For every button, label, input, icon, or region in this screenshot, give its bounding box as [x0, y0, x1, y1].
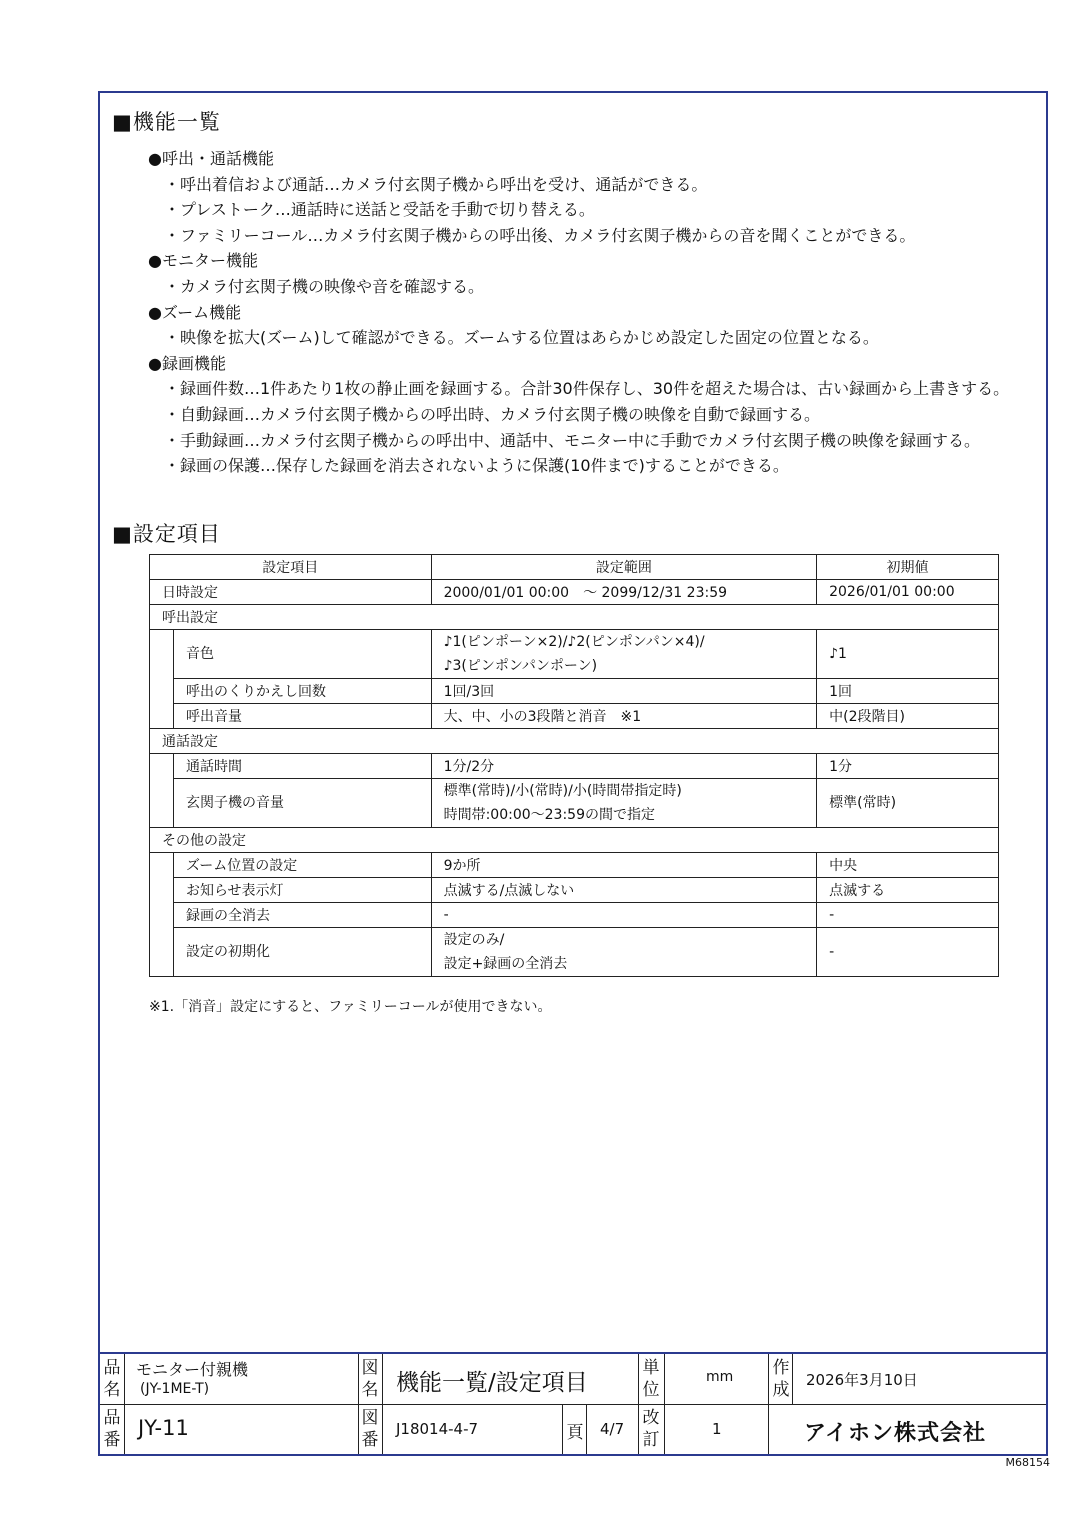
row-label: 呼出のくりかえし回数: [173, 679, 431, 704]
list-item: ・プレストーク…通話時に送話と受話を手動で切り替える。: [164, 200, 595, 220]
row-range: [431, 928, 817, 977]
divider: [768, 1354, 769, 1454]
list-item: ・映像を拡大(ズーム)して確認ができる。ズームする位置はあらかじめ設定した固定の位置となる。: [164, 328, 879, 348]
footnote: ※1.「消音」設定にすると、ファミリーコールが使用できない。: [149, 999, 552, 1015]
row-range: -: [431, 903, 817, 928]
row-default: -: [817, 903, 999, 928]
created-date: 2026年3月10日: [806, 1371, 918, 1389]
divider: [100, 1404, 1046, 1405]
header-range: 設定範囲: [431, 555, 817, 580]
row-default: 1回: [817, 679, 999, 704]
indent-cell: [150, 754, 174, 779]
group-label: その他の設定: [150, 828, 999, 853]
row-label: ズーム位置の設定: [173, 853, 431, 878]
row-range: 1回/3回: [431, 679, 817, 704]
row-default: 中(2段階目): [817, 704, 999, 729]
function-list: [148, 146, 1009, 479]
range-line: 時間帯:00:00～23:59の間で指定: [443, 807, 655, 823]
row-range: 9か所: [431, 853, 817, 878]
list-item: ・録画の保護…保存した録画を消去されないように保護(10件まで)することができる。: [164, 456, 789, 476]
range-line: ♪3(ピンポンパンポーン): [443, 658, 598, 674]
revision-number: 1: [712, 1420, 722, 1438]
row-default: -: [817, 928, 999, 977]
row-range: 大、中、小の3段階と消音 ※1: [431, 704, 817, 729]
divider: [586, 1404, 587, 1454]
part-number: JY-11: [138, 1416, 189, 1440]
row-label: 呼出音量: [173, 704, 431, 729]
group-label: 通話設定: [150, 729, 999, 754]
range-line: 設定+録画の全消去: [443, 956, 568, 972]
divider: [664, 1354, 665, 1454]
label-hinmei: 品名: [103, 1358, 121, 1400]
product-model: (JY-1ME-T): [140, 1381, 210, 1397]
document-code: M68154: [1005, 1456, 1050, 1469]
row-default: ♪1: [817, 630, 999, 679]
company-logo: アイホン株式会社: [804, 1421, 987, 1446]
unit-value: mm: [706, 1369, 734, 1385]
label-tani: 単位: [642, 1358, 660, 1400]
row-default: 点滅する: [817, 878, 999, 903]
list-item: ・ファミリーコール…カメラ付玄関子機からの呼出後、カメラ付玄関子機からの音を聞くことができる。: [164, 225, 916, 245]
label-kaitei: 改訂: [642, 1408, 660, 1450]
list-item: ・録画件数…1件あたり1枚の静止画を録画する。合計30件保存し、30件を超えた場合は、古い録画から上書きする。: [164, 379, 1010, 399]
page-number: 4/7: [600, 1420, 625, 1438]
label-page: 頁: [566, 1423, 584, 1443]
section-heading-settings: ■設定項目: [112, 522, 221, 546]
product-name: モニター付親機: [136, 1360, 249, 1379]
range-line: 標準(常時)/小(常時)/小(時間帯指定時): [443, 783, 682, 799]
header-item: 設定項目: [150, 555, 432, 580]
row-range: 2000/01/01 00:00 ～ 2099/12/31 23:59: [431, 580, 817, 605]
row-label: 通話時間: [173, 754, 431, 779]
header-default: 初期値: [817, 555, 999, 580]
row-label: 音色: [173, 630, 431, 679]
row-default: 標準(常時): [817, 779, 999, 828]
row-range: 点滅する/点滅しない: [431, 878, 817, 903]
row-range: 1分/2分: [431, 754, 817, 779]
indent-cell: [150, 903, 174, 928]
row-label: 録画の全消去: [173, 903, 431, 928]
list-item: ・自動録画…カメラ付玄関子機からの呼出時、カメラ付玄関子機の映像を自動で録画する。: [164, 404, 821, 424]
category-title: ●モニター機能: [148, 251, 258, 271]
range-line: ♪1(ピンポーン×2)/♪2(ピンポンパン×4)/: [443, 634, 705, 650]
indent-cell: [150, 679, 174, 704]
list-item: ・手動録画…カメラ付玄関子機からの呼出中、通話中、モニター中に手動でカメラ付玄関子機の映像を録画する。: [164, 430, 981, 450]
row-label: 設定の初期化: [173, 928, 431, 977]
label-hinban: 品番: [103, 1408, 121, 1450]
divider: [638, 1354, 639, 1454]
indent-cell: [150, 853, 174, 878]
divider: [124, 1354, 125, 1454]
indent-cell: [150, 630, 174, 679]
list-item: ・カメラ付玄関子機の映像や音を確認する。: [164, 276, 485, 296]
indent-cell: [150, 928, 174, 977]
divider: [562, 1404, 563, 1454]
row-label: 日時設定: [150, 580, 432, 605]
title-block: [98, 1352, 1048, 1456]
label-zumei: 図名: [361, 1358, 379, 1400]
row-default: 1分: [817, 754, 999, 779]
drawing-number: J18014-4-7: [396, 1420, 479, 1438]
row-range: [431, 630, 817, 679]
settings-table: [149, 554, 999, 977]
indent-cell: [150, 704, 174, 729]
range-line: 設定のみ/: [443, 932, 505, 948]
category-title: ●録画機能: [148, 353, 226, 373]
indent-cell: [150, 779, 174, 828]
divider: [792, 1354, 793, 1404]
indent-cell: [150, 878, 174, 903]
label-zuban: 図番: [361, 1408, 379, 1450]
row-default: 2026/01/01 00:00: [817, 580, 999, 605]
category-title: ●呼出・通話機能: [148, 149, 274, 168]
divider: [382, 1354, 383, 1454]
row-default: 中央: [817, 853, 999, 878]
drawing-name: 機能一覧/設定項目: [396, 1370, 588, 1396]
row-range: [431, 779, 817, 828]
group-label: 呼出設定: [150, 605, 999, 630]
category-title: ●ズーム機能: [148, 302, 242, 322]
row-label: 玄関子機の音量: [173, 779, 431, 828]
label-sakusei: 作成: [772, 1358, 790, 1400]
list-item: ・呼出着信および通話…カメラ付玄関子機から呼出を受け、通話ができる。: [164, 174, 708, 194]
row-label: お知らせ表示灯: [173, 878, 431, 903]
section-heading-functions: ■機能一覧: [112, 110, 221, 134]
